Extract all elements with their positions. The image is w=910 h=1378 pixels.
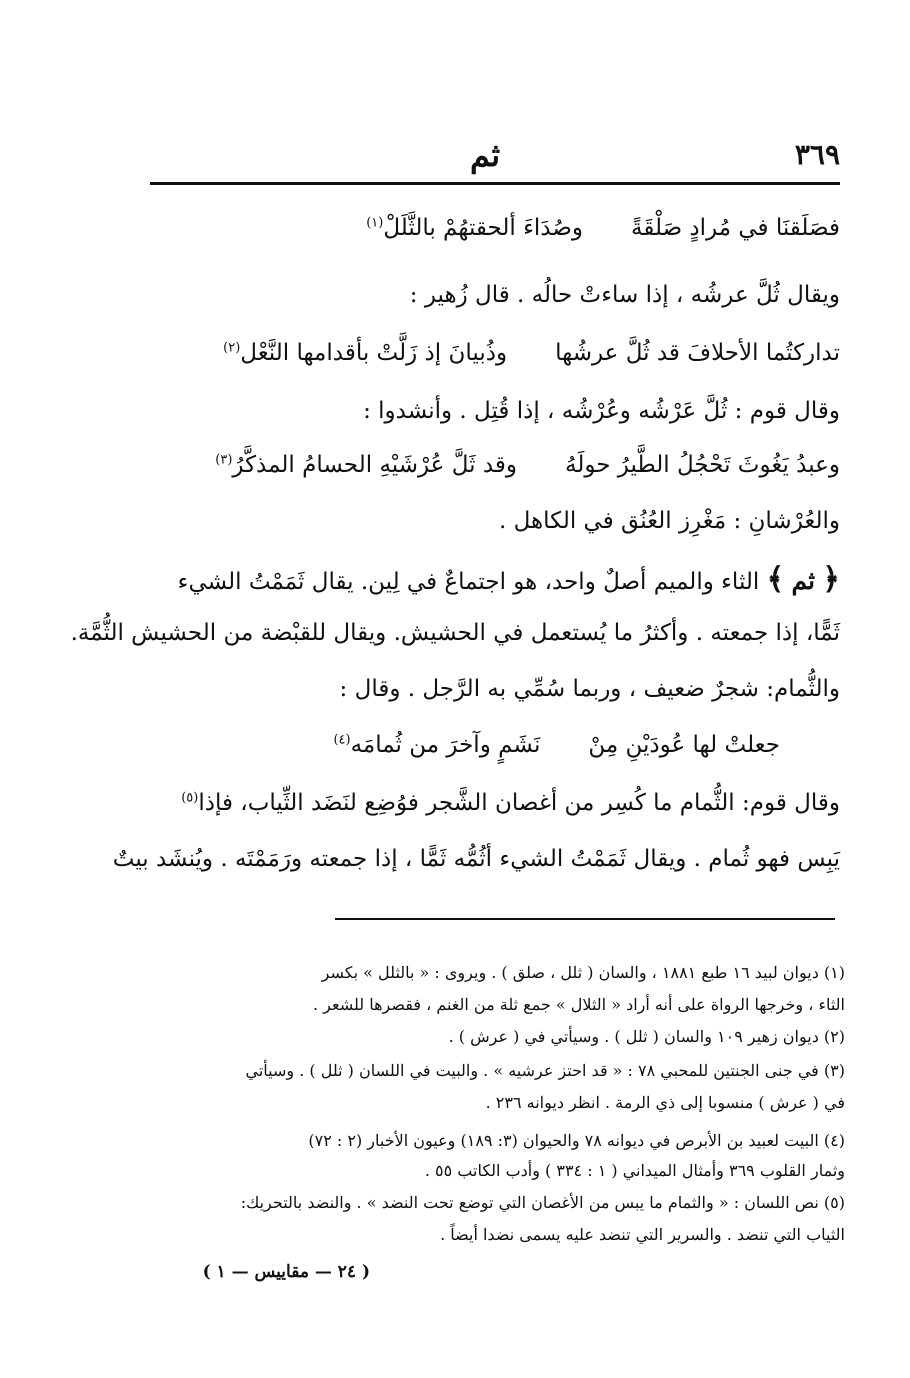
footnote-1-line-2: الثاء ، وخرجها الرواة على أنه أراد « الثلال » جمع ثلة من الغنم ، فقصرها للشعر . <box>312 995 845 1014</box>
footnote-ref-1: (١) <box>366 215 384 231</box>
text-line-11 <box>140 790 840 816</box>
entry-bracket-open: ﴿ <box>822 562 840 597</box>
verse-2 <box>140 340 840 366</box>
footnote-5-line-1: (٥) نص اللسان : « والثمام ما يبس من الأغصان التي توضع تحت النضد » . والنضد بالتحريك: <box>240 1193 845 1212</box>
footnote-4-line-1: (٤) البيت لعبيد بن الأبرص في ديوانه ٧٨ والحيوان (٣: ١٨٩) وعيون الأخبار (٢ : ٧٢) <box>308 1131 845 1150</box>
verse-2-second-hemistich: وذُبيانَ إذ زَلَّتْ بأقدامها النَّعْل <box>240 340 508 366</box>
text-line-4: وقال قوم : ثُلَّ عَرْشُه وعُرْشُه ، إذا قُتِل . وأنشدوا : <box>363 398 840 424</box>
verse-3-second-hemistich: وقد ثَلَّ عُرْشَيْهِ الحسامُ المذكَّرُ <box>232 452 518 478</box>
footnote-ref-5: (٥) <box>181 790 199 806</box>
footnote-rule <box>335 918 835 920</box>
verse-4 <box>140 732 840 758</box>
verse-1-first-hemistich: فصَلَقنَا في مُرادٍ صَلْقَةً <box>631 215 840 241</box>
text-line-9: والثُّمام: شجرٌ ضعيف ، وربما سُمِّي به الرَّجل . وقال : <box>339 676 840 702</box>
entry-bracket-close: ﴾ <box>766 562 785 597</box>
entry-head-word: ثم <box>791 566 816 595</box>
verse-4-first-hemistich: جعلتْ لها عُودَيْنِ مِنْ <box>588 732 780 758</box>
text-line-11-body: وقال قوم: الثُّمام ما كُسِر من أغصان الشَّجر فوُضِع لنَضَد الثِّياب، فإذا <box>198 790 840 816</box>
footnote-2: (٢) ديوان زهير ١٠٩ والسان ( ثلل ) . وسيأتي في ( عرش ) . <box>448 1027 845 1046</box>
verse-1-second-hemistich: وصُدَاءَ ألحقتهُمْ بالثَّلَلْ <box>383 215 583 241</box>
footnote-1-line-1: (١) ديوان لبيد ١٦ طبع ١٨٨١ ، والسان ( ثلل ، صلق ) . ويروى : « بالثلل » بكسر <box>321 963 845 982</box>
entry-definition-start: الثاء والميم أصلٌ واحد، هو اجتماعٌ في لِين. يقال ثَمَمْتُ الشيء <box>177 569 760 595</box>
text-line-6: والعُرْشانِ : مَغْرِز العُنُق في الكاهل . <box>498 508 840 534</box>
page-header <box>150 130 840 180</box>
verse-2-first-hemistich: تداركتُما الأحلافَ قد ثُلَّ عرشُها <box>555 340 840 366</box>
text-line-12: يَبِس فهو ثُمام . ويقال ثَمَمْتُ الشيء أثُمُّه ثَمًّا ، إذا جمعته ورَمَمْتَه . ويُنشَد بيتٌ <box>112 846 840 872</box>
footnote-4-line-2: وثمار القلوب ٣٦٩ وأمثال الميداني ( ١ : ٣٣٤ ) وأدب الكاتب ٥٥ . <box>424 1161 845 1180</box>
footnote-5-line-2: الثياب التي تنضد . والسرير التي تنضد عليه يسمى نضدا أيضاً . <box>440 1225 845 1244</box>
text-line-2: ويقال ثُلَّ عرشُه ، إذا ساءتْ حالُه . قال زُهير : <box>409 282 840 308</box>
footnote-ref-3: (٣) <box>215 452 233 468</box>
running-head-word: ثم <box>470 136 501 174</box>
footnote-3-line-1: (٣) في جنى الجنتين للمحبي ٧٨ : « قد احتز عرشيه » . والبيت في اللسان ( ثلل ) . وسيأتي <box>245 1061 845 1080</box>
footnote-ref-2: (٢) <box>223 340 241 356</box>
printer-signature: ( ٢٤ — مقاييس — ١ ) <box>202 1262 370 1282</box>
page-number: ٣٦٩ <box>794 138 840 171</box>
verse-3-first-hemistich: وعبدُ يَغُوثَ تَحْجُلُ الطَّيرُ حولَهُ <box>565 452 840 478</box>
footnote-3-line-2: في ( عرش ) منسوبا إلى ذي الرمة . انظر ديوانه ٢٣٦ . <box>485 1093 845 1112</box>
text-line-8: ثَمًّا، إذا جمعته . وأكثرُ ما يُستعمل في الحشيش. ويقال للقبْضة من الحشيش الثُّمَّة. <box>70 620 840 646</box>
footnote-ref-4: (٤) <box>333 732 351 748</box>
verse-1 <box>140 215 840 241</box>
verse-4-second-hemistich: نَشَمٍ وآخرَ من ثُمامَه <box>350 732 541 758</box>
header-rule <box>150 182 840 185</box>
entry-heading-line <box>140 562 840 597</box>
verse-3 <box>140 452 840 478</box>
